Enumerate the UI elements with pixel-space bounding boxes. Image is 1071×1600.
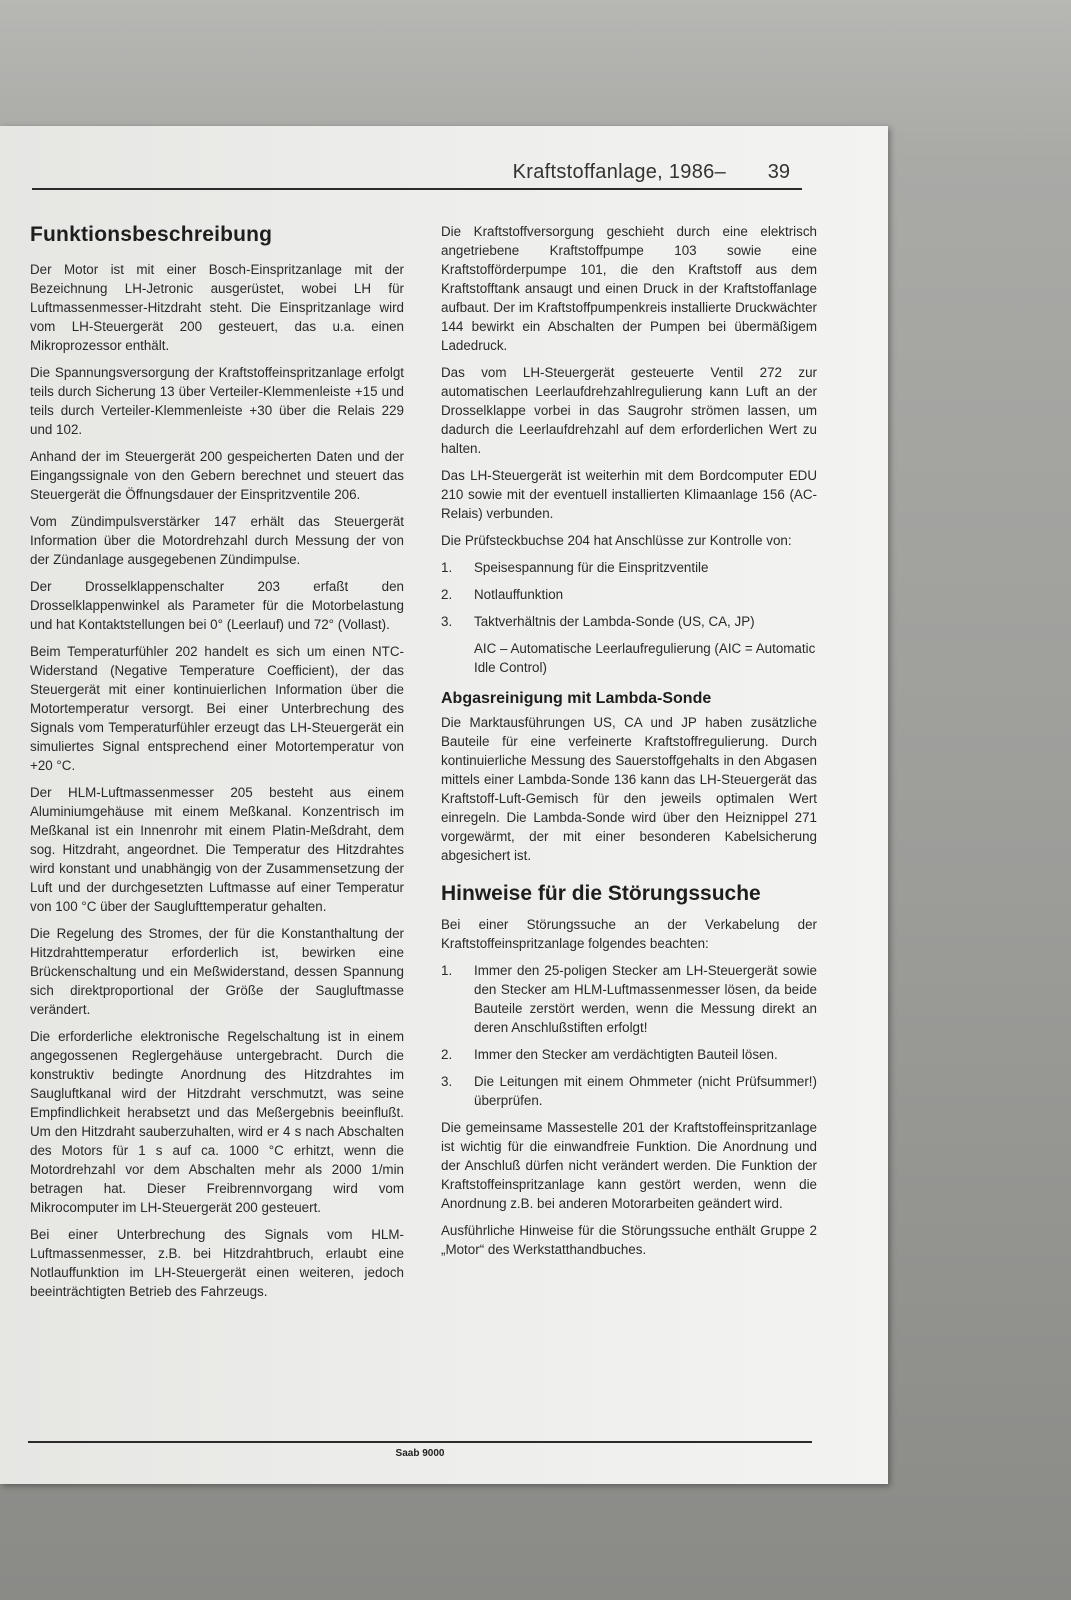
list-item	[441, 1072, 817, 1110]
troubleshooting-list	[441, 961, 817, 1110]
footer-rule	[28, 1441, 812, 1443]
list-text: Taktverhältnis der Lambda-Sonde (US, CA, JP)	[474, 614, 755, 629]
paragraph: Die Regelung des Stromes, der für die Konstanthaltung der Hitzdrahttemperatur erforderlich ist, bewirken eine Brückenschaltung und ein Meßwiderstand, dessen Spannung sich direktproportional der Größe der Saugluftmasse verändert.	[30, 926, 404, 1017]
list-item	[441, 585, 817, 604]
list-number: 3.	[441, 1074, 453, 1089]
list-text: Notlauffunktion	[474, 587, 564, 602]
list-item	[441, 558, 817, 577]
paragraph: Ausführliche Hinweise für die Störungssuche enthält Gruppe 2 „Motor“ des Werkstatthandbuches.	[441, 1223, 817, 1257]
list-item	[441, 1045, 817, 1064]
paragraph: Der HLM-Luftmassenmesser 205 besteht aus einem Aluminiumgehäuse mit einem Meßkanal. Konzentrisch im Meßkanal ist ein Innenrohr mit einem Platin-Meßdraht, dem sog. Hitzdraht, angeordnet. Die Temperatur des Hitzdrahtes wird konstant und unabhängig von der Zusammensetzung der Luft und der durchgesetzten Luftmasse auf einer Temperatur von 100 °C über der Sauglufttemperatur gehalten.	[30, 785, 404, 914]
paragraph: Die Spannungsversorgung der Kraftstoffeinspritzanlage erfolgt teils durch Sicherung 13 über Verteiler-Klemmenleiste +15 und teils durch Verteiler-Klemmenleiste +30 über die Relais 229 und 102.	[30, 365, 404, 437]
paragraph: Beim Temperaturfühler 202 handelt es sich um einen NTC-Widerstand (Negative Temperature Coefficient), der das Steuergerät mit einer kontinuierlichen Information über die Motortemperatur versorgt. Bei einer Unterbrechung des Signals vom Temperaturfühler erzeugt das LH-Steuergerät ein simuliertes Signal entsprechend einer Motortemperatur von +20 °C.	[30, 644, 404, 773]
list-number: 2.	[441, 1047, 453, 1062]
paragraph: Der Motor ist mit einer Bosch-Einspritzanlage mit der Bezeichnung LH-Jetronic ausgerüstet, wobei LH für Luftmassenmesser-Hitzdraht steht. Die Einspritzanlage wird vom LH-Steuergerät 200 gesteuert, das u.a. einen Mikroprozessor enthält.	[30, 262, 404, 353]
paragraph: Bei einer Störungssuche an der Verkabelung der Kraftstoffeinspritzanlage folgendes beachten:	[441, 917, 817, 951]
paragraph: Das vom LH-Steuergerät gesteuerte Ventil 272 zur automatischen Leerlaufdrehzahlregulierung kann Luft an der Drosselklappe vorbei in das Saugrohr strömen lassen, um dadurch die Leerlaufdrehzahl auf dem erforderlichen Wert zu halten.	[441, 365, 817, 456]
right-column	[441, 222, 817, 1267]
running-title: Kraftstoffanlage, 1986–	[512, 161, 726, 183]
list-number: 2.	[441, 587, 453, 602]
test-socket-list	[441, 558, 817, 631]
heading-abgasreinigung: Abgasreinigung mit Lambda-Sonde	[441, 690, 712, 707]
footer-text: Saab 9000	[395, 1448, 445, 1459]
book-page	[0, 126, 888, 1484]
page-header	[32, 154, 802, 190]
list-text: Immer den 25-poligen Stecker am LH-Steuergerät sowie den Stecker am HLM-Luftmassenmesser lösen, da beide Bauteile zerstört werden, wenn die Messung direkt an deren Anschlußstiften erfolgt!	[474, 963, 817, 1035]
list-number: 1.	[441, 963, 453, 978]
paragraph: Bei einer Unterbrechung des Signals vom HLM-Luftmassenmesser, z.B. bei Hitzdrahtbruch, erlaubt eine Notlauffunktion im LH-Steuergerät einen weiteren, jedoch beeinträchtigten Betrieb des Fahrzeugs.	[30, 1227, 404, 1299]
page-number: 39	[767, 161, 790, 183]
heading-stoerungssuche: Hinweise für die Störungssuche	[441, 882, 761, 905]
list-text: Immer den Stecker am verdächtigten Bauteil lösen.	[474, 1047, 778, 1062]
aic-note: AIC – Automatische Leerlaufregulierung (AIC = Automatic Idle Control)	[474, 641, 816, 675]
paragraph: Das LH-Steuergerät ist weiterhin mit dem Bordcomputer EDU 210 sowie mit der eventuell installierten Klimaanlage 156 (AC-Relais) verbunden.	[441, 468, 817, 521]
paragraph: Die erforderliche elektronische Regelschaltung ist in einem angegossenen Reglergehäuse untergebracht. Durch die konstruktiv bedingte Anordnung des Hitzdrahtes im Saugluftkanal wird der Hitzdraht verschmutzt, was seine Empfindlichkeit herabsetzt und das Meßergebnis beeinflußt. Um den Hitzdraht sauberzuhalten, wird er 4 s nach Abschalten des Motors für 1 s auf ca. 1000 °C erhitzt, wenn die Motordrehzahl vor dem Abschalten mehr als 2000 1/min betragen hat. Dieser Freibrennvorgang wird vom Mikrocomputer im LH-Steuergerät 200 gesteuert.	[30, 1029, 404, 1215]
paragraph: Vom Zündimpulsverstärker 147 erhält das Steuergerät Information über die Motordrehzahl durch Messung der von der Zündanlage ausgegebenen Zündimpulse.	[30, 514, 404, 567]
list-number: 3.	[441, 614, 453, 629]
list-text: Die Leitungen mit einem Ohmmeter (nicht Prüfsummer!) überprüfen.	[474, 1074, 817, 1108]
paragraph: Anhand der im Steuergerät 200 gespeicherten Daten und der Eingangssignale von den Gebern berechnet und steuert das Steuergerät die Öffnungsdauer der Einspritzventile 206.	[30, 449, 404, 502]
paragraph: Der Drosselklappenschalter 203 erfaßt den Drosselklappenwinkel als Parameter für die Motorbelastung und hat Kontaktstellungen bei 0° (Leerlauf) und 72° (Vollast).	[30, 579, 404, 632]
paragraph: Die Kraftstoffversorgung geschieht durch eine elektrisch angetriebene Kraftstoffpumpe 103 sowie eine Kraftstofförderpumpe 101, die den Kraftstoff aus dem Kraftstofftank ansaugt und einen Druck in der Kraftstoffanlage aufbaut. Der im Kraftstoffpumpenkreis installierte Druckwächter 144 bewirkt ein Abschalten der Pumpen bei übermäßigem Ladedruck.	[441, 224, 817, 353]
paragraph: Die gemeinsame Massestelle 201 der Kraftstoffeinspritzanlage ist wichtig für die einwandfreie Funktion. Die Anordnung und der Anschluß dürfen nicht verändert werden. Die Funktion der Kraftstoffeinspritzanlage kann gestört werden, wenn die Anordnung z.B. bei anderen Motorarbeiten geändert wird.	[441, 1120, 817, 1211]
list-text: Speisespannung für die Einspritzventile	[474, 560, 709, 575]
list-item	[441, 612, 817, 631]
list-item	[441, 961, 817, 1037]
left-column	[30, 222, 404, 1309]
list-number: 1.	[441, 560, 453, 575]
paragraph: Die Marktausführungen US, CA und JP haben zusätzliche Bauteile für eine verfeinerte Kraftstoffregulierung. Durch kontinuierliche Messung des Sauerstoffgehalts in den Abgasen mittels einer Lambda-Sonde 136 kann das LH-Steuergerät das Kraftstoff-Luft-Gemisch für den jeweils optimalen Wert einregeln. Die Lambda-Sonde wird über den Heiznippel 271 vorgewärmt, der mit einer besonderen Kabelsicherung abgesichert ist.	[441, 715, 817, 863]
heading-funktionsbeschreibung: Funktionsbeschreibung	[30, 223, 273, 246]
paragraph: Die Prüfsteckbuchse 204 hat Anschlüsse zur Kontrolle von:	[441, 533, 792, 548]
